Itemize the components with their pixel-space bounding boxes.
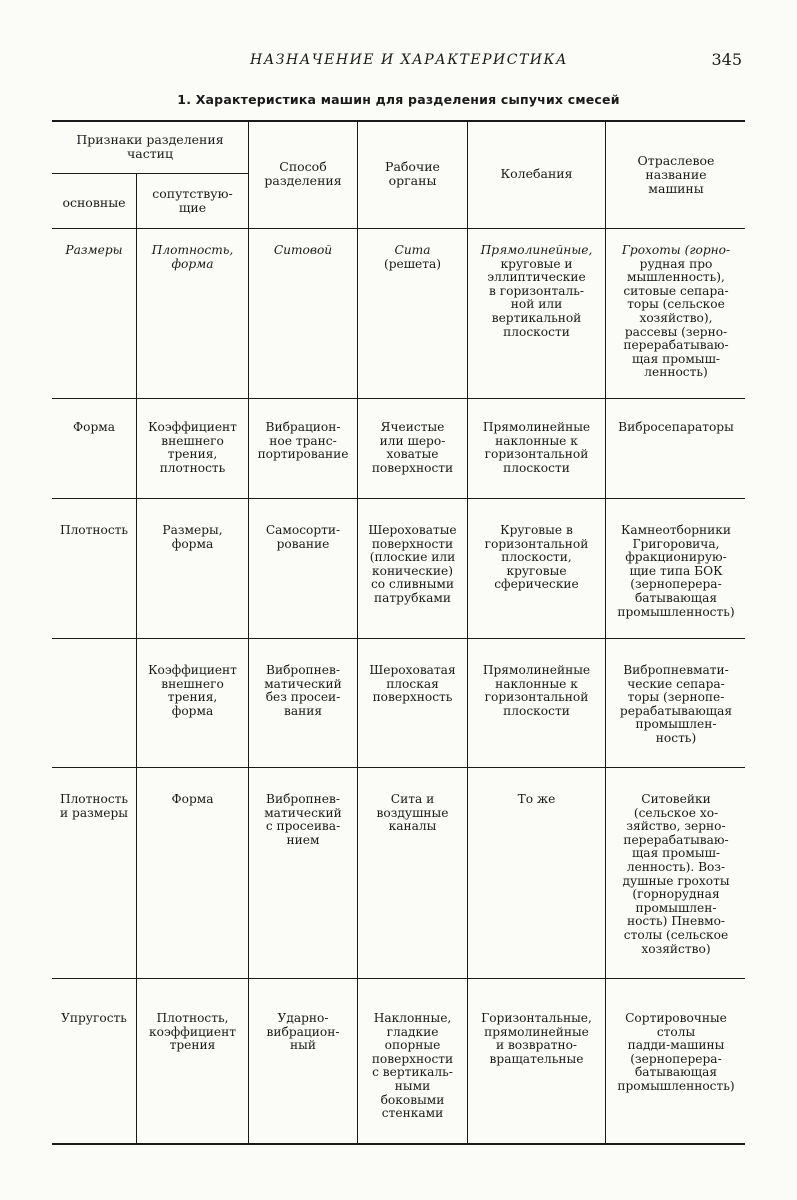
table-top-rule [52, 120, 745, 122]
row2-industry: Вибросепараторы [618, 420, 734, 434]
row6-organs: Наклонные, гладкие опорные поверхности с вертикаль- ными боковыми стенками [371, 1011, 454, 1121]
row1-oscillation-italic: Прямолинейные, [480, 243, 593, 257]
row1-industry [606, 244, 746, 380]
row5-industry: Ситовейки (сельское хо- зяйство, зерно- перерабатываю- щая промыш- ленность). Воз- душные грохоты (горнорудная промышлен- ность) Пневмо- столы (сельское хозяйство) [622, 792, 730, 956]
row6-oscillation: Горизонтальные, прямолинейные и возвратно- вращательные [481, 1011, 592, 1066]
header-method: Способ разделения [264, 159, 342, 188]
running-head [0, 50, 797, 72]
row1-organs-text: (решета) [383, 256, 442, 271]
row5-method: Вибропнев- матический с просеива- нием [264, 792, 342, 847]
row2-method: Вибрацион- ное транс- портирование [257, 420, 349, 462]
row3-organs: Шероховатые поверхности (плоские или конические) со сливными патрубками [368, 523, 457, 605]
header-secondary: сопутствую- щие [152, 186, 233, 215]
row-divider-1 [52, 398, 745, 399]
row1-oscillation [468, 244, 605, 339]
row-divider-5 [52, 978, 745, 979]
row-divider-3 [52, 638, 745, 639]
row2-oscillation: Прямолинейные наклонные к горизонтальной плоскости [482, 420, 591, 475]
row5-oscillation: То же [517, 792, 556, 806]
row3-industry: Камнеотборники Григоровича, фракционирую- щие типа БОК (зерноперера- батывающая промышленность) [617, 523, 735, 619]
row5-secondary: Форма [171, 792, 214, 806]
row6-method: Ударно- вибрацион- ный [266, 1011, 340, 1053]
row1-method: Ситовой [273, 243, 333, 257]
header-oscillation: Колебания [500, 166, 573, 181]
row6-primary: Упругость [61, 1011, 127, 1025]
row-divider-2 [52, 498, 745, 499]
row1-organs [358, 244, 467, 271]
table-bottom-rule [52, 1143, 745, 1145]
row4-secondary: Коэффициент внешнего трения, форма [148, 663, 237, 718]
header-industry-name: Отраслевое название машины [637, 153, 715, 196]
row4-method: Вибропнев- матический без просеи- вания [264, 663, 342, 718]
row3-oscillation: Круговые в горизонтальной плоскости, круговые сферические [484, 523, 589, 592]
row1-organs-italic: Сита [394, 243, 431, 257]
row2-primary: Форма [72, 420, 115, 434]
row5-primary: Плотность и размеры [59, 792, 129, 820]
row1-primary: Размеры [65, 243, 123, 257]
row1-industry-text: рудная про мышленность), ситовые сепара- торы (сельское хозяйство), рассевы (зерно- перерабатываю- щая промыш- ленность) [623, 256, 729, 380]
running-title: НАЗНАЧЕНИЕ И ХАРАКТЕРИСТИКА [250, 52, 568, 68]
row1-industry-italic: Грохоты (горно- [621, 243, 731, 257]
row6-industry: Сортировочные столы падди-машины (зерноперера- батывающая промышленность) [617, 1011, 735, 1093]
row1-oscillation-text: круговые и эллиптические в горизонталь- ной или вертикальной плоскости [487, 256, 586, 339]
row4-industry: Вибропневмати- ческие сепара- торы (зернопе- рерабатывающая промышлен- ность) [619, 663, 733, 745]
row3-method: Самосорти- рование [265, 523, 341, 551]
row5-organs: Сита и воздушные каналы [376, 792, 449, 834]
row4-oscillation: Прямолинейные наклонные к горизонтальной плоскости [482, 663, 591, 718]
header-bottom-rule [52, 228, 745, 229]
page-number: 345 [711, 50, 742, 69]
row2-organs: Ячеистые или шеро- ховатые поверхности [371, 420, 454, 475]
header-group-rule [52, 173, 248, 174]
row4-organs: Шероховатая плоская поверхность [369, 663, 456, 705]
row3-primary: Плотность [59, 523, 129, 537]
header-primary: основные [62, 195, 126, 210]
col-sep-3 [357, 120, 358, 1143]
row-divider-4 [52, 767, 745, 768]
row1-secondary: Плотность, форма [151, 243, 234, 271]
row6-secondary: Плотность, коэффициент трения [148, 1011, 237, 1053]
table-title: 1. Характеристика машин для разделения сыпучих смесей [177, 92, 620, 107]
row3-secondary: Размеры, форма [162, 523, 223, 551]
row2-secondary: Коэффициент внешнего трения, плотность [148, 420, 237, 475]
col-sep-2 [248, 120, 249, 1143]
header-organs: Рабочие органы [385, 159, 440, 188]
header-group: Признаки разделения частиц [76, 132, 224, 161]
